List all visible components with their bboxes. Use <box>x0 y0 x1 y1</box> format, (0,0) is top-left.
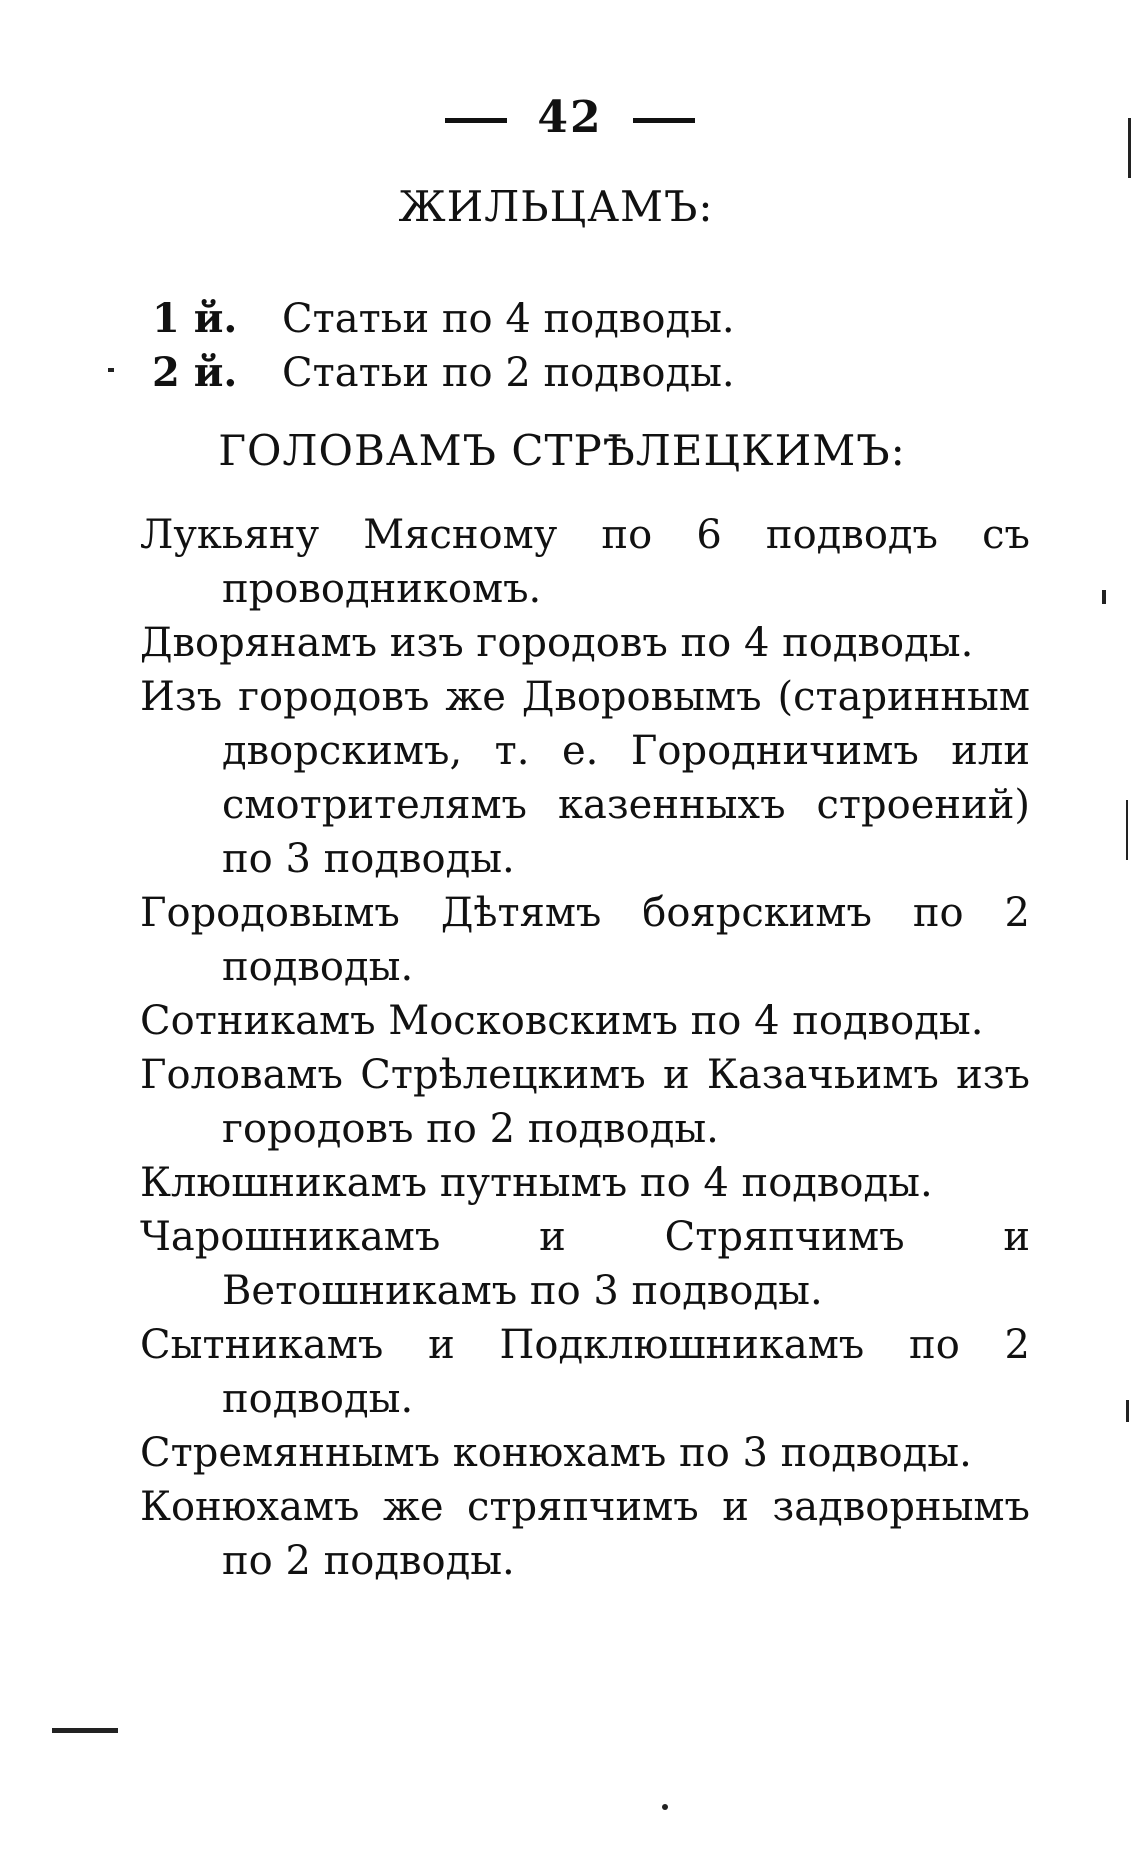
article-row <box>152 295 735 342</box>
list-entry: Клюшникамъ путнымъ по 4 подводы. <box>140 1160 933 1206</box>
article-text: Статьи по 2 подводы. <box>282 350 735 396</box>
list-entry: Дворянамъ изъ городовъ по 4 подводы. <box>140 620 974 666</box>
section-title-zhiltsy: ЖИЛЬЦАМЪ: <box>398 182 714 231</box>
article-row <box>152 349 735 396</box>
scan-speck <box>1102 590 1106 604</box>
edge-mark <box>1128 118 1131 178</box>
list-entry: Головамъ Стрѣлецкимъ и Казачьимъ изъ городовъ по 2 подводы. <box>140 1052 1030 1152</box>
list-entry: Чарошникамъ и Стряпчимъ и Ветошникамъ по 3 подводы. <box>140 1214 1030 1314</box>
edge-mark <box>1126 800 1128 860</box>
list-entry: Городовымъ Дѣтямъ боярскимъ по 2 подводы. <box>140 890 1030 990</box>
page-number: 42 <box>537 92 603 143</box>
header-dash-left <box>445 118 507 123</box>
list-entry: Сытникамъ и Подклюшникамъ по 2 подводы. <box>140 1322 1030 1422</box>
article-number: 2 й. <box>152 349 238 396</box>
entries-list <box>140 508 1030 1588</box>
page-header <box>0 92 1140 143</box>
list-entry: Изъ городовъ же Дворовымъ (старинным дворскимъ, т. е. Городничимъ или смотрителямъ казенныхъ строений) по 3 подводы. <box>140 674 1030 882</box>
list-entry: Стремяннымъ конюхамъ по 3 подводы. <box>140 1430 972 1476</box>
header-dash-right <box>633 118 695 123</box>
scan-smudge <box>52 1728 118 1733</box>
scan-speck <box>108 368 114 372</box>
article-text: Статьи по 4 подводы. <box>282 296 735 342</box>
article-number: 1 й. <box>152 295 238 342</box>
section-title-golovy: ГОЛОВАМЪ СТРѢЛЕЦКИМЪ: <box>218 426 906 475</box>
scan-speck <box>662 1804 668 1810</box>
list-entry: Лукьяну Мясному по 6 подводъ съ проводникомъ. <box>140 512 1030 612</box>
list-entry: Конюхамъ же стряпчимъ и задворнымъ по 2 подводы. <box>140 1484 1030 1584</box>
edge-mark <box>1126 1400 1129 1422</box>
list-entry: Сотникамъ Московскимъ по 4 подводы. <box>140 998 984 1044</box>
